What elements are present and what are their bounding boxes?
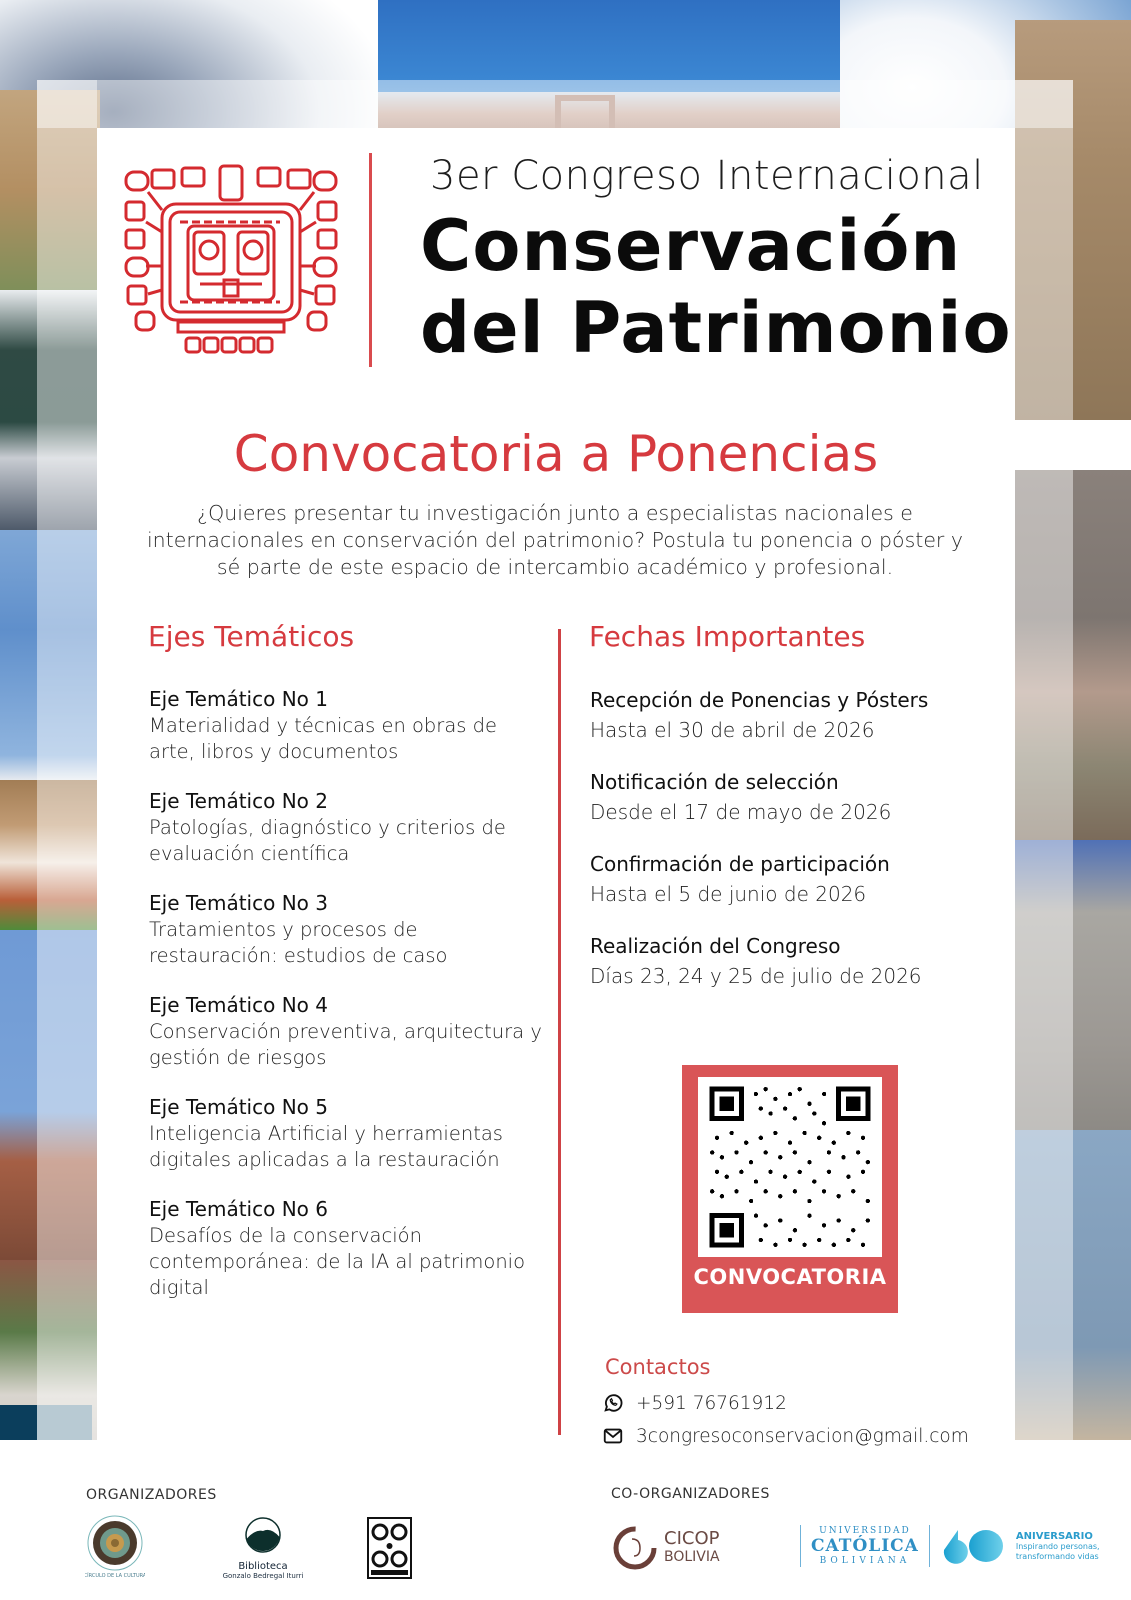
translucent-overlay-top bbox=[37, 80, 1073, 128]
color-block-dark-blue bbox=[0, 1405, 37, 1440]
intro-paragraph: ¿Quieres presentar tu investigación junto a especialistas nacionales e internacionales en conservación del patrimonio? Postula tu ponencia o póster y sé parte de este espacio de intercambio académico y profesional. bbox=[146, 501, 964, 579]
circulo-de-la-cultura-logo bbox=[85, 1515, 145, 1580]
date-item bbox=[590, 767, 1000, 827]
date-label: Notificación de selección bbox=[590, 770, 839, 794]
qr-convocatoria-card[interactable] bbox=[682, 1065, 898, 1313]
thematic-axes-list bbox=[149, 685, 549, 1323]
translucent-overlay-left bbox=[37, 80, 97, 1440]
cicop-country: BOLIVIA bbox=[664, 1549, 720, 1565]
axis-description: Inteligencia Artificial y herramientas digitales aplicadas a la restauración bbox=[149, 1122, 503, 1171]
contacts-heading: Contactos bbox=[605, 1355, 711, 1379]
axis-label: Eje Temático No 2 bbox=[149, 789, 328, 813]
date-label: Recepción de Ponencias y Pósters bbox=[590, 688, 929, 712]
axis-item bbox=[149, 787, 549, 867]
contact-phone[interactable] bbox=[602, 1392, 787, 1414]
page-title bbox=[420, 205, 1020, 369]
axis-label: Eje Temático No 1 bbox=[149, 687, 328, 711]
dates-heading: Fechas Importantes bbox=[589, 620, 866, 653]
universidad-catolica-boliviana-logo bbox=[800, 1525, 1100, 1567]
qr-code-icon[interactable] bbox=[698, 1077, 882, 1257]
title-line-1: Conservación bbox=[420, 205, 962, 287]
tiwanaku-gate-of-sun-icon bbox=[122, 162, 340, 358]
date-value: Días 23, 24 y 25 de julio de 2026 bbox=[590, 964, 922, 988]
footer-area bbox=[0, 1440, 1131, 1600]
ucb-line2: CATÓLICA bbox=[811, 1536, 919, 1556]
axis-description: Conservación preventiva, arquitectura y gestión de riesgos bbox=[149, 1020, 542, 1069]
date-item bbox=[590, 685, 1000, 745]
aniversario-title: ANIVERSARIO bbox=[1015, 1530, 1093, 1542]
axis-item bbox=[149, 685, 549, 765]
ensayo-simbolico-logo bbox=[367, 1517, 412, 1579]
axis-description: Materialidad y técnicas en obras de arte, libros y documentos bbox=[149, 714, 498, 763]
cicop-name: CICOP bbox=[664, 1528, 720, 1549]
axis-item bbox=[149, 991, 549, 1071]
axes-heading: Ejes Temáticos bbox=[148, 620, 355, 653]
important-dates-list bbox=[590, 685, 1000, 1013]
axis-description: Patologías, diagnóstico y criterios de evaluación científica bbox=[149, 816, 506, 865]
aniversario-line2: transformando vidas bbox=[1015, 1551, 1099, 1561]
date-value: Desde el 17 de mayo de 2026 bbox=[590, 800, 892, 824]
date-value: Hasta el 30 de abril de 2026 bbox=[590, 718, 875, 742]
call-for-papers-heading: Convocatoria a Ponencias bbox=[233, 425, 879, 483]
translucent-overlay-right bbox=[1015, 80, 1073, 1440]
axis-label: Eje Temático No 4 bbox=[149, 993, 328, 1017]
email-address[interactable]: 3congresoconservacion@gmail.com bbox=[636, 1425, 969, 1447]
axis-label: Eje Temático No 6 bbox=[149, 1197, 328, 1221]
ucb-line1: UNIVERSIDAD bbox=[819, 1526, 911, 1536]
axis-item bbox=[149, 889, 549, 969]
ucb-line3: BOLIVIANA bbox=[819, 1556, 911, 1566]
phone-number[interactable]: +591 76761912 bbox=[636, 1392, 787, 1414]
event-edition: 3er Congreso Internacional bbox=[430, 153, 984, 199]
aniversario-line1: Inspirando personas, bbox=[1015, 1541, 1100, 1551]
contact-email[interactable] bbox=[602, 1425, 969, 1447]
header-divider bbox=[369, 153, 372, 367]
biblioteca-title: Biblioteca bbox=[238, 1561, 288, 1572]
circulo-logo-text: CÍRCULO DE LA CULTURA bbox=[85, 1573, 145, 1579]
sixty-anniversary-icon bbox=[940, 1526, 1006, 1566]
date-value: Hasta el 5 de junio de 2026 bbox=[590, 882, 867, 906]
qr-label: CONVOCATORIA bbox=[693, 1265, 887, 1289]
axis-item bbox=[149, 1195, 549, 1301]
mail-icon bbox=[602, 1425, 624, 1447]
column-divider bbox=[558, 629, 561, 1435]
ucb-divider-right bbox=[929, 1525, 930, 1567]
co-organizers-label: CO-ORGANIZADORES bbox=[611, 1486, 770, 1502]
date-item bbox=[590, 849, 1000, 909]
date-label: Confirmación de participación bbox=[590, 852, 890, 876]
biblioteca-subtitle: Gonzalo Bedregal Iturri bbox=[222, 1572, 304, 1580]
date-label: Realización del Congreso bbox=[590, 934, 841, 958]
biblioteca-logo bbox=[218, 1515, 308, 1585]
organizers-label: ORGANIZADORES bbox=[86, 1487, 217, 1503]
whatsapp-icon bbox=[602, 1392, 624, 1414]
axis-label: Eje Temático No 5 bbox=[149, 1095, 328, 1119]
ucb-divider-left bbox=[800, 1525, 801, 1567]
date-item bbox=[590, 931, 1000, 991]
axis-description: Desafíos de la conservación contemporánea: de la IA al patrimonio digital bbox=[149, 1224, 526, 1299]
cicop-bolivia-logo bbox=[612, 1525, 720, 1571]
axis-label: Eje Temático No 3 bbox=[149, 891, 328, 915]
title-line-2: del Patrimonio bbox=[420, 287, 1012, 369]
axis-item bbox=[149, 1093, 549, 1173]
axis-description: Tratamientos y procesos de restauración: estudios de caso bbox=[149, 918, 448, 967]
